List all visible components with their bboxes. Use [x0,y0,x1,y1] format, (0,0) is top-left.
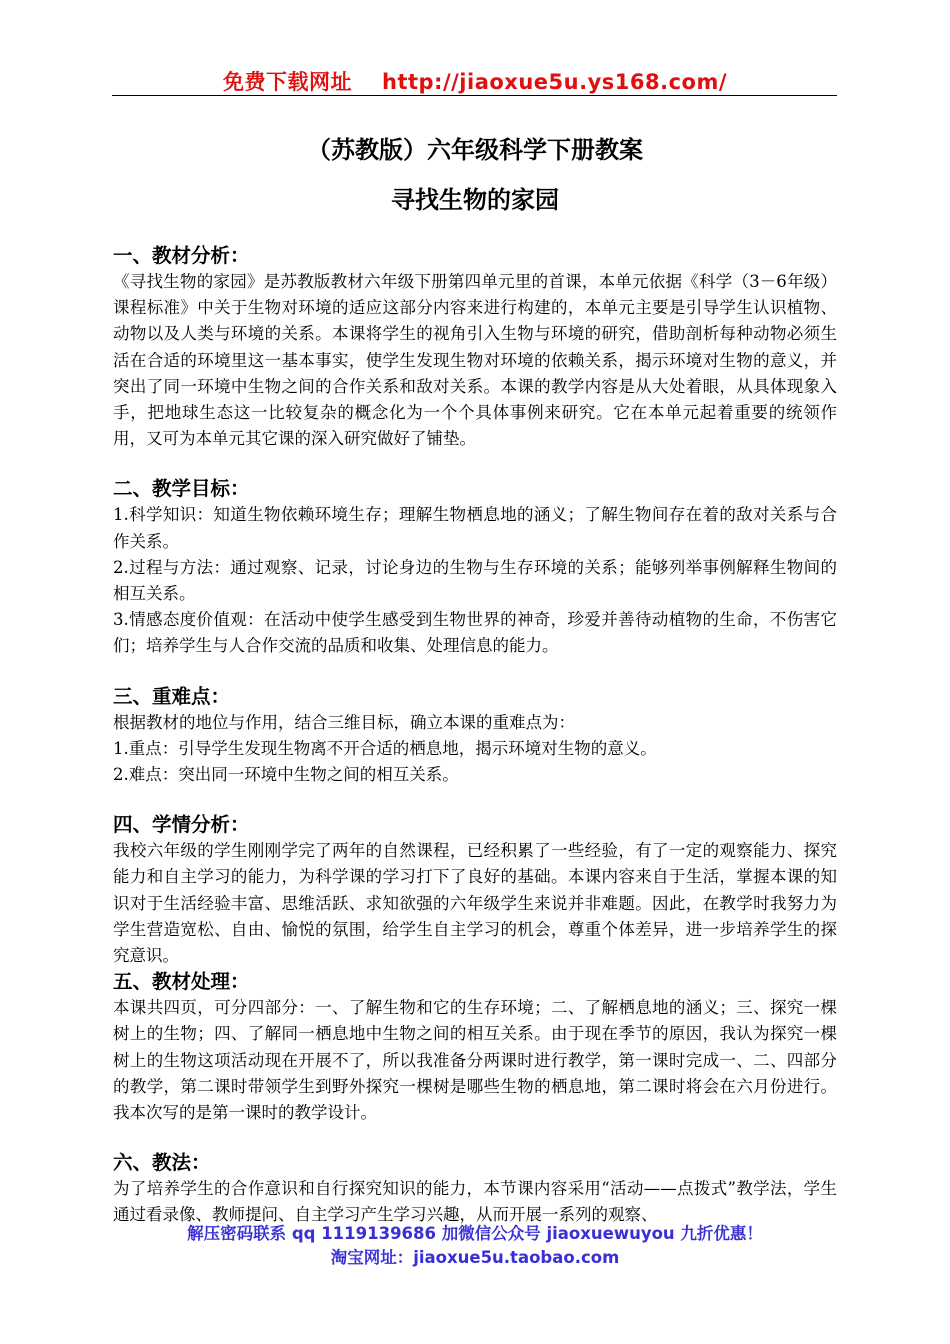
section-heading: 六、教法： [113,1151,211,1175]
section-paragraph: 我校六年级的学生刚刚学完了两年的自然课程，已经积累了一些经验，有了一定的观察能力、探究能力和自主学习的能力，为科学课的学习打下了良好的基础。本课内容来自于生活，掌握本课的知识对于生活经验丰富、思维活跃、求知欲强的六年级学生来说并非难题。因此，在教学时我努力为学生营造宽松、自由、愉悦的氛围，给学生自主学习的机会，尊重个体差异，进一步培养学生的探究意识。 [113,841,837,966]
section-teaching-goals [113,476,837,659]
header-banner [0,66,950,96]
section-textbook-analysis [113,243,837,452]
section-key-points [113,684,837,789]
section-paragraph: 2.难点：突出同一环境中生物之间的相互关系。 [113,765,459,785]
header-url-link[interactable]: http://jiaoxue5u.ys168.com/ [382,70,727,94]
footer-contact: 解压密码联系 qq 1119139686 加微信公众号 jiaoxuewuyou 九折优惠！ [187,1224,763,1243]
section-paragraph: 3.情感态度价值观：在活动中使学生感受到生物世界的神奇，珍爱并善待动植物的生命，不伤害它们；培养学生与人合作交流的品质和收集、处理信息的能力。 [113,610,837,656]
section-student-analysis [113,812,837,969]
section-heading: 四、学情分析： [113,813,250,837]
document-body [113,243,837,1229]
section-paragraph: 1.科学知识：知道生物依赖环境生存；理解生物栖息地的涵义；了解生物间存在着的敌对关系与合作关系。 [113,505,837,551]
document-subtitle: 寻找生物的家园 [391,185,559,214]
header-label: 免费下载网址 [223,70,352,94]
footer-shop-link[interactable]: 淘宝网址：jiaoxue5u.taobao.com [330,1248,620,1267]
section-teaching-method [113,1150,837,1228]
section-heading: 一、教材分析： [113,244,250,267]
section-heading: 五、教材处理： [113,970,250,994]
section-paragraph: 本课共四页，可分四部分：一、了解生物和它的生存环境；二、了解栖息地的涵义；三、探究一棵树上的生物；四、了解同一栖息地中生物之间的相互关系。由于现在季节的原因，我认为探究一棵树上的生物这项活动现在开展不了，所以我准备分两课时进行教学，第一课时完成一、二、四部分的教学，第二课时带领学生到野外探究一棵树是哪些生物的栖息地，第二课时将会在六月份进行。我本次写的是第一课时的教学设计。 [113,998,837,1123]
section-material-handling [113,969,837,1126]
document-title: （苏教版）六年级科学下册教案 [307,135,643,164]
header-divider [112,95,837,96]
section-paragraph: 根据教材的地位与作用，结合三维目标，确立本课的重难点为： [113,712,575,732]
section-heading: 三、重难点： [113,684,231,708]
section-paragraph: 为了培养学生的合作意识和自行探究知识的能力，本节课内容采用“活动——点拨式”教学法，学生通过看录像、教师提问、自主学习产生学习兴趣，从而开展一系列的观察、 [113,1179,837,1225]
section-heading: 二、教学目标： [113,477,250,501]
section-paragraph: 《寻找生物的家园》是苏教版教材六年级下册第四单元里的首课，本单元依据《科学（3－6年级）课程标准》中关于生物对环境的适应这部分内容来进行构建的，本单元主要是引导学生认识植物、动物以及人类与环境的关系。本课将学生的视角引入生物与环境的研究，借助剖析每种动物必须生活在合适的环境里这一基本事实，使学生发现生物对环境的依赖关系，揭示环境对生物的意义，并突出了同一环境中生物之间的合作关系和敌对关系。本课的教学内容是从大处着眼，从具体现象入手，把地球生态这一比较复杂的概念化为一个个具体事例来研究。它在本单元起着重要的统领作用，又可为本单元其它课的深入研究做好了铺垫。 [113,272,837,449]
section-paragraph: 2.过程与方法：通过观察、记录，讨论身边的生物与生存环境的关系；能够列举事例解释生物间的相互关系。 [113,557,837,604]
section-paragraph: 1.重点：引导学生发现生物离不开合适的栖息地，揭示环境对生物的意义。 [113,738,657,758]
